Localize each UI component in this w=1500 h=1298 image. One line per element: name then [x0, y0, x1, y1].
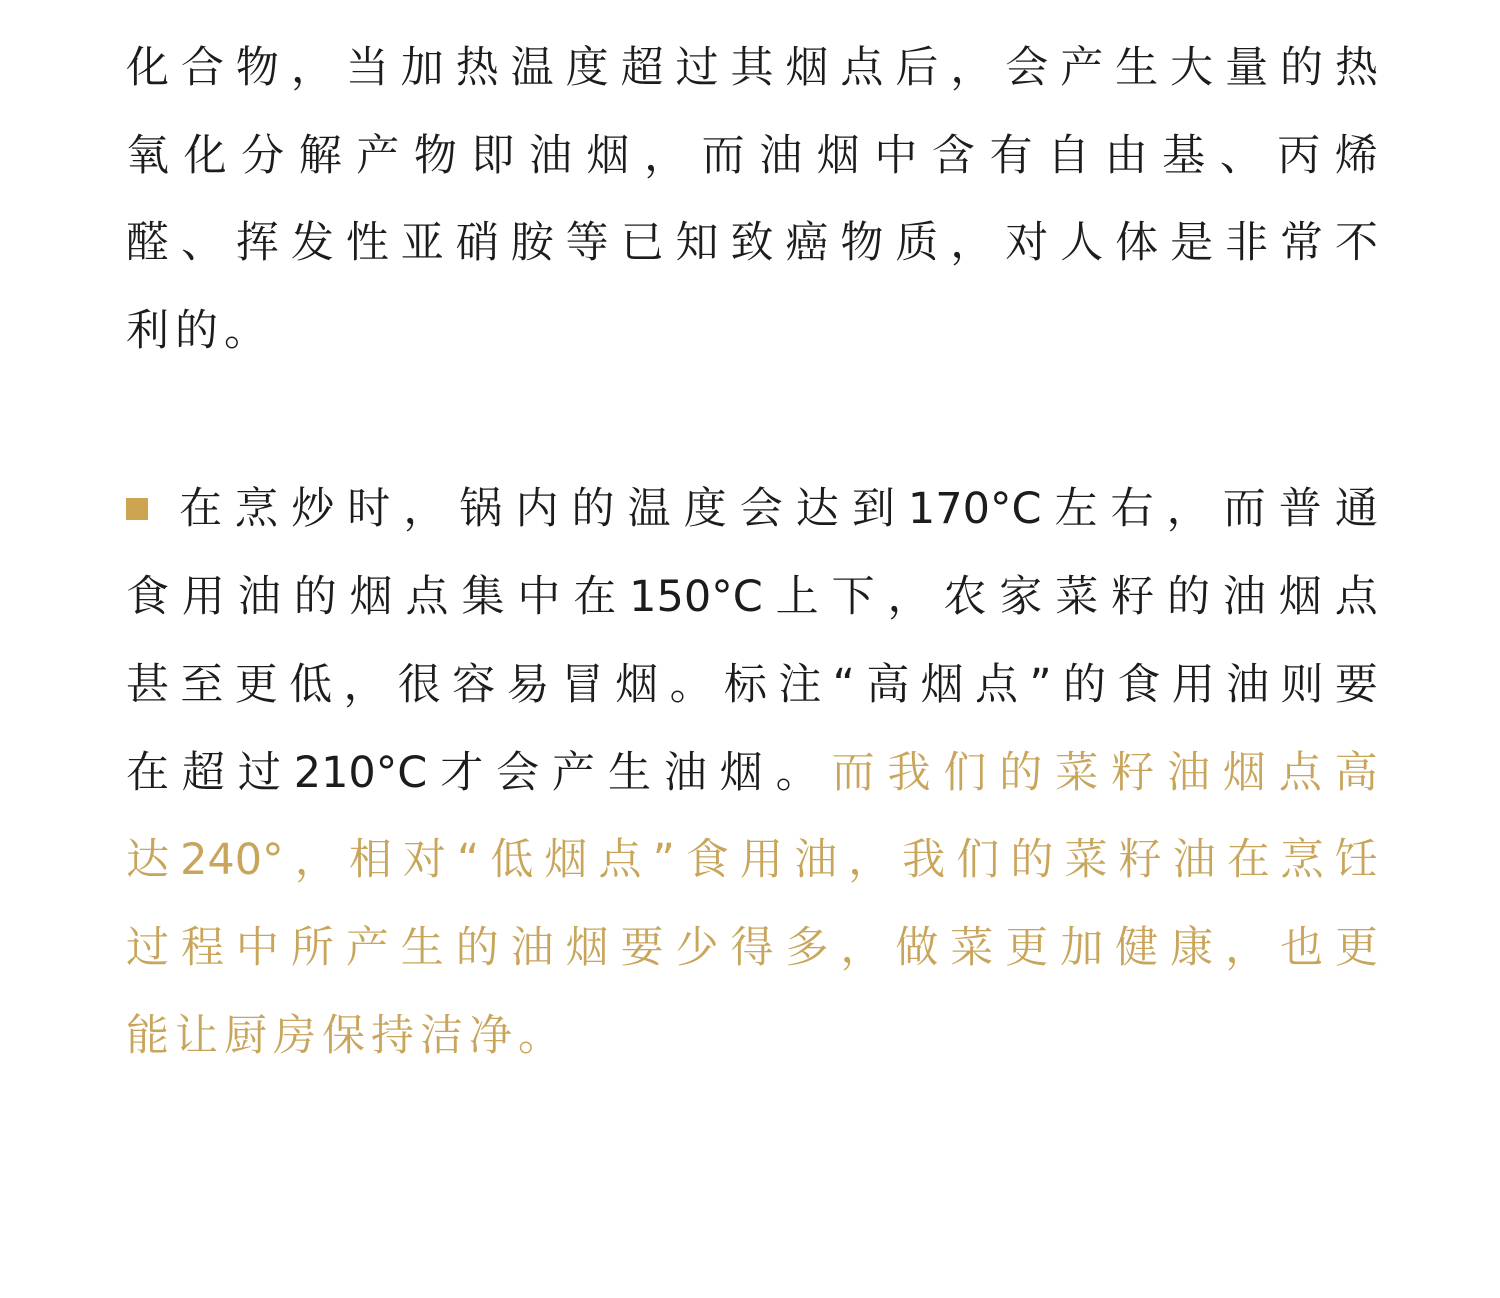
glyph: 时: [347, 484, 391, 534]
glyph: ，: [1225, 923, 1269, 973]
glyph: 170°C: [907, 484, 1042, 534]
glyph: 标: [723, 660, 767, 710]
glyph: 烯: [1334, 131, 1378, 181]
glyph: 菜: [950, 923, 994, 973]
glyph: ，: [887, 572, 931, 622]
glyph: 油: [759, 131, 803, 181]
glyph: 体: [1115, 218, 1159, 268]
glyph: 产: [1060, 43, 1104, 93]
glyph: 会: [496, 748, 540, 798]
glyph: 已: [620, 218, 664, 268]
glyph: 烟: [1222, 748, 1266, 798]
glyph: 自: [1047, 131, 1090, 181]
glyph: 150°C: [629, 572, 763, 622]
glyph: 、: [1219, 131, 1263, 181]
glyph: 到: [851, 484, 895, 534]
glyph: 温: [510, 43, 554, 93]
glyph: 更: [1005, 923, 1049, 973]
glyph: 生: [607, 748, 651, 798]
glyph: 会: [739, 484, 783, 534]
glyph: 的: [1280, 43, 1324, 93]
glyph: 很: [397, 660, 441, 710]
paragraph-2-line-3: [126, 655, 1378, 715]
glyph: 油: [528, 131, 572, 181]
glyph: 达: [126, 835, 169, 885]
glyph: 其: [730, 43, 774, 93]
glyph: 的: [571, 484, 615, 534]
glyph: 超: [181, 748, 225, 798]
glyph: 油: [1167, 748, 1211, 798]
glyph: 温: [627, 484, 671, 534]
glyph: 过: [237, 748, 281, 798]
glyph: 达: [795, 484, 839, 534]
paragraph-1-line-4-text: 利的。: [126, 306, 273, 356]
glyph: ，: [644, 131, 688, 181]
glyph: 油: [1222, 572, 1266, 622]
glyph: 我: [887, 748, 931, 798]
glyph: ，: [343, 660, 387, 710]
glyph: 油: [1172, 835, 1216, 885]
glyph: 油: [1226, 660, 1270, 710]
glyph: 即: [471, 131, 515, 181]
glyph: ”: [652, 835, 675, 885]
glyph: 生: [1115, 43, 1159, 93]
glyph: 要: [1334, 660, 1378, 710]
glyph: 在: [573, 572, 617, 622]
glyph: 用: [181, 572, 225, 622]
glyph: 饪: [1334, 835, 1378, 885]
glyph: 。: [669, 660, 713, 710]
glyph: 210°C: [293, 748, 428, 798]
glyph: 所: [290, 923, 334, 973]
glyph: 烟: [565, 923, 609, 973]
glyph: 物: [413, 131, 457, 181]
glyph: 挥: [235, 218, 279, 268]
glyph: 食: [126, 572, 169, 622]
glyph: 冒: [560, 660, 604, 710]
glyph: 内: [515, 484, 559, 534]
glyph: ，: [840, 923, 884, 973]
glyph: 发: [290, 218, 334, 268]
glyph: 健: [1115, 923, 1159, 973]
paragraph-1-line-1: [126, 38, 1378, 98]
glyph: ，: [950, 43, 994, 93]
glyph: 籽: [1111, 572, 1155, 622]
glyph: 知: [675, 218, 719, 268]
glyph: 物: [235, 43, 279, 93]
glyph: 食: [1117, 660, 1161, 710]
glyph: 加: [400, 43, 444, 93]
glyph: 用: [1171, 660, 1215, 710]
glyph: 们: [943, 748, 987, 798]
glyph: 硝: [455, 218, 499, 268]
glyph: ，: [1166, 484, 1210, 534]
glyph: 锅: [459, 484, 503, 534]
glyph: 家: [999, 572, 1043, 622]
paragraph-2-line-4: [126, 743, 1378, 803]
glyph: 食: [685, 835, 729, 885]
glyph: 氧: [126, 131, 169, 181]
glyph: 甚: [126, 660, 169, 710]
paragraph-1-line-2: [126, 126, 1378, 186]
glyph: 低: [490, 835, 534, 885]
glyph: 人: [1060, 218, 1104, 268]
glyph: 烟: [615, 660, 659, 710]
glyph: 点: [975, 660, 1019, 710]
glyph: 油: [794, 835, 838, 885]
glyph: 度: [683, 484, 727, 534]
glyph: 烟: [719, 748, 763, 798]
glyph: ，: [950, 218, 994, 268]
glyph: 右: [1110, 484, 1154, 534]
glyph: 质: [895, 218, 939, 268]
paragraph-2-line-7: [126, 1006, 567, 1066]
glyph: 亚: [400, 218, 444, 268]
glyph: 高: [866, 660, 910, 710]
glyph: 的: [293, 572, 337, 622]
glyph: 农: [943, 572, 987, 622]
glyph: 过: [675, 43, 719, 93]
paragraph-1-line-3: [126, 213, 1378, 273]
glyph: 在: [126, 748, 169, 798]
glyph: 后: [895, 43, 939, 93]
glyph: 当: [345, 43, 389, 93]
glyph: 致: [730, 218, 774, 268]
glyph: 由: [1104, 131, 1148, 181]
glyph: 是: [1170, 218, 1214, 268]
glyph: ，: [848, 835, 892, 885]
glyph: 更: [1334, 923, 1378, 973]
glyph: 合: [180, 43, 224, 93]
glyph: 化: [183, 131, 227, 181]
glyph: 中: [235, 923, 279, 973]
glyph: ，: [403, 484, 447, 534]
glyph: 对: [1005, 218, 1049, 268]
glyph: 量: [1225, 43, 1269, 93]
glyph: 通: [1334, 484, 1378, 534]
glyph: 常: [1280, 218, 1324, 268]
glyph: 用: [740, 835, 783, 885]
glyph: ，: [294, 835, 338, 885]
glyph: 。: [775, 748, 819, 798]
glyph: “: [832, 660, 855, 710]
glyph: 得: [730, 923, 774, 973]
glyph: 菜: [1055, 748, 1099, 798]
glyph: 会: [1005, 43, 1049, 93]
glyph: 点: [840, 43, 884, 93]
glyph: 癌: [785, 218, 829, 268]
glyph: 中: [517, 572, 561, 622]
glyph: 烟: [816, 131, 860, 181]
glyph: 超: [620, 43, 664, 93]
glyph: 的: [1167, 572, 1211, 622]
glyph: 烹: [235, 484, 279, 534]
glyph: 要: [620, 923, 664, 973]
glyph: 做: [895, 923, 939, 973]
glyph: 不: [1334, 218, 1378, 268]
glyph: 我: [902, 835, 946, 885]
glyph: 产: [345, 923, 389, 973]
glyph: 至: [180, 660, 224, 710]
glyph: 注: [778, 660, 822, 710]
glyph: 中: [874, 131, 918, 181]
glyph: “: [456, 835, 480, 885]
glyph: 则: [1280, 660, 1324, 710]
glyph: 过: [126, 923, 169, 973]
bullet-square-icon: [126, 479, 166, 539]
glyph: 醛: [126, 218, 169, 268]
glyph: 康: [1170, 923, 1214, 973]
glyph: 胺: [510, 218, 554, 268]
glyph: 普: [1278, 484, 1322, 534]
glyph: 烟: [586, 131, 630, 181]
glyph: 点: [1334, 572, 1378, 622]
glyph: 而: [701, 131, 745, 181]
glyph: 炒: [291, 484, 335, 534]
paragraph-2-line-6: [126, 918, 1378, 978]
glyph: 对: [402, 835, 446, 885]
glyph: 才: [440, 748, 484, 798]
glyph: 上: [775, 572, 819, 622]
glyph: 烟: [920, 660, 964, 710]
paragraph-1-line-4: [126, 301, 273, 361]
glyph: 多: [785, 923, 829, 973]
glyph: 低: [289, 660, 333, 710]
glyph: 易: [506, 660, 550, 710]
glyph: 下: [831, 572, 875, 622]
glyph: 点: [598, 835, 642, 885]
glyph: 含: [931, 131, 975, 181]
paragraph-2-line-2: [126, 567, 1378, 627]
glyph: 性: [345, 218, 389, 268]
glyph: 油: [237, 572, 281, 622]
glyph: ，: [290, 43, 334, 93]
glyph: ”: [1029, 660, 1052, 710]
glyph: 菜: [1064, 835, 1108, 885]
glyph: 有: [989, 131, 1033, 181]
glyph: 更: [234, 660, 278, 710]
glyph: 度: [565, 43, 609, 93]
glyph: 油: [663, 748, 707, 798]
glyph: 在: [179, 484, 223, 534]
glyph: 物: [840, 218, 884, 268]
glyph: 容: [452, 660, 496, 710]
glyph: 烟: [349, 572, 393, 622]
glyph: 籽: [1118, 835, 1162, 885]
glyph: 加: [1060, 923, 1104, 973]
glyph: 热: [455, 43, 499, 93]
glyph: 程: [180, 923, 224, 973]
glyph: 们: [956, 835, 1000, 885]
glyph: 点: [1278, 748, 1322, 798]
glyph: 烟: [1278, 572, 1322, 622]
glyph: 化: [126, 43, 169, 93]
glyph: 烹: [1280, 835, 1324, 885]
glyph: 、: [180, 218, 224, 268]
glyph: 丙: [1277, 131, 1321, 181]
glyph: 集: [461, 572, 505, 622]
glyph: 产: [552, 748, 596, 798]
glyph: 烟: [785, 43, 829, 93]
glyph: 大: [1170, 43, 1214, 93]
glyph: 少: [675, 923, 719, 973]
glyph: 在: [1226, 835, 1270, 885]
glyph: 油: [510, 923, 554, 973]
glyph: 生: [400, 923, 444, 973]
glyph: 高: [1334, 748, 1378, 798]
glyph: 的: [1063, 660, 1107, 710]
glyph: 的: [999, 748, 1043, 798]
glyph: 而: [1222, 484, 1266, 534]
glyph: 菜: [1055, 572, 1099, 622]
glyph: 分: [241, 131, 285, 181]
glyph: 左: [1054, 484, 1098, 534]
glyph: 点: [405, 572, 449, 622]
glyph: 解: [298, 131, 342, 181]
glyph: 产: [356, 131, 400, 181]
glyph: 240°: [180, 835, 284, 885]
glyph: 非: [1225, 218, 1269, 268]
paragraph-2-line-1: [126, 479, 1378, 539]
paragraph-2-line-7-text: 能让厨房保持洁净。: [126, 1011, 567, 1061]
glyph: 热: [1334, 43, 1378, 93]
glyph: 等: [565, 218, 609, 268]
glyph: 也: [1280, 923, 1324, 973]
glyph: 的: [1010, 835, 1054, 885]
glyph: 籽: [1111, 748, 1155, 798]
glyph: 相: [348, 835, 392, 885]
glyph: 的: [455, 923, 499, 973]
glyph: 烟: [544, 835, 588, 885]
glyph: 基: [1162, 131, 1206, 181]
glyph: 而: [831, 748, 875, 798]
paragraph-2-line-5: [126, 830, 1378, 890]
